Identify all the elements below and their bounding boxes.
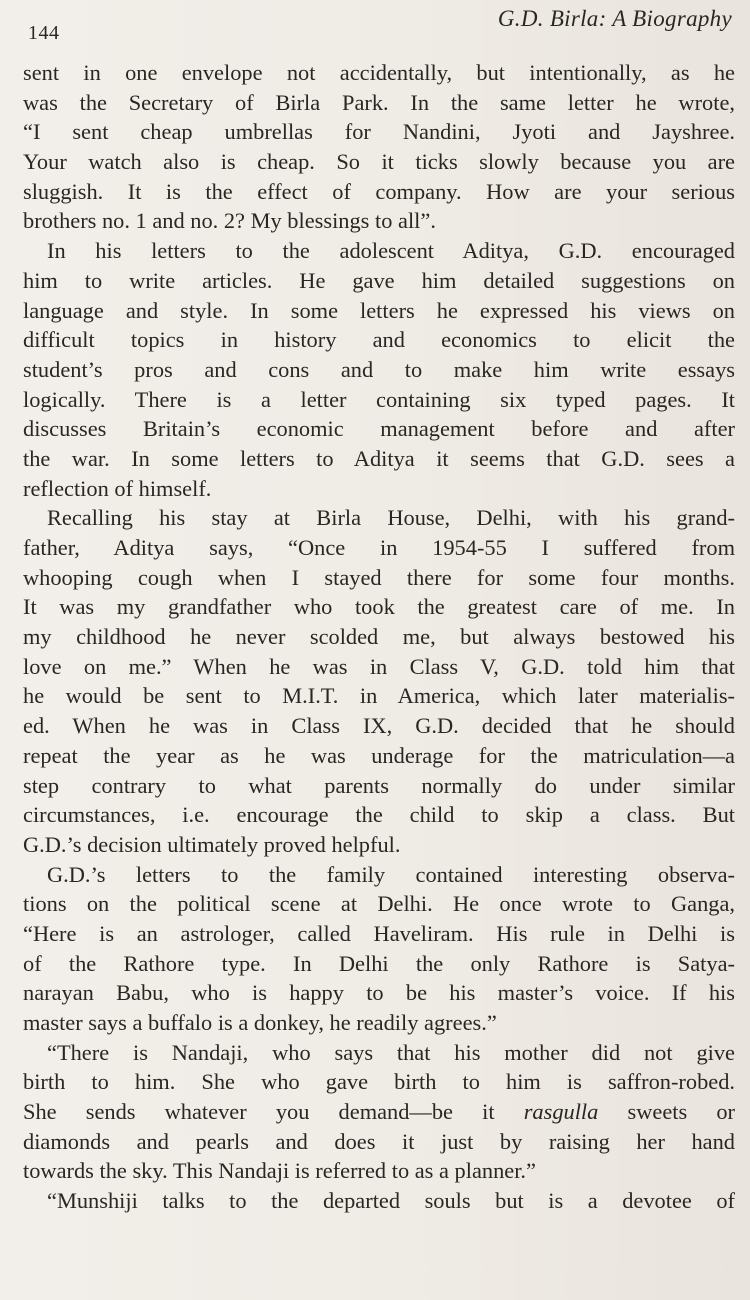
- text-line: the war. In some letters to Aditya it seems that G.D. sees a: [23, 445, 735, 471]
- italic-term: rasgulla: [523, 1099, 599, 1125]
- text-line: “Here is an astrologer, called Haveliram. His rule in Delhi is: [23, 920, 735, 946]
- text-line: diamonds and pearls and does it just by raising her hand: [23, 1128, 735, 1154]
- text-line: sent in one envelope not accidentally, but intentionally, as he: [23, 60, 735, 85]
- page-header: [22, 6, 732, 46]
- text-line: G.D.’s decision ultimately proved helpful.: [23, 831, 401, 857]
- body-text: [23, 58, 735, 1216]
- text-line: language and style. In some letters he expressed his views on: [23, 297, 735, 323]
- text-line: birth to him. She who gave birth to him is saffron-robed.: [23, 1069, 735, 1095]
- text-line: towards the sky. This Nandaji is referred to as a planner.”: [23, 1158, 536, 1184]
- text-line: Recalling his stay at Birla House, Delhi, with his grand-: [47, 505, 735, 531]
- text-line: student’s pros and cons and to make him write essays: [23, 356, 735, 382]
- text-segment: sweets or: [598, 1099, 735, 1125]
- text-segment: She sends whatever you demand—be it: [23, 1099, 524, 1125]
- text-line: It was my grandfather who took the greatest care of me. In: [23, 594, 735, 620]
- text-line: discusses Britain’s economic management before and after: [23, 416, 735, 442]
- text-line: him to write articles. He gave him detailed suggestions on: [23, 267, 735, 293]
- text-line: G.D.’s letters to the family contained interesting observa-: [47, 861, 735, 887]
- text-line: brothers no. 1 and no. 2? My blessings to all”.: [23, 208, 436, 234]
- text-line: In his letters to the adolescent Aditya, G.D. encouraged: [47, 238, 735, 264]
- text-line: “There is Nandaji, who says that his mother did not give: [47, 1039, 735, 1065]
- text-line: “I sent cheap umbrellas for Nandini, Jyoti and Jayshree.: [23, 119, 735, 145]
- text-line: was the Secretary of Birla Park. In the same letter he wrote,: [23, 89, 735, 115]
- text-line: circumstances, i.e. encourage the child to skip a class. But: [23, 802, 735, 828]
- text-line: “Munshiji talks to the departed souls but is a devotee of: [47, 1188, 735, 1214]
- text-line: reflection of himself.: [23, 475, 212, 501]
- text-line: difficult topics in history and economics to elicit the: [23, 327, 735, 353]
- text-line: narayan Babu, who is happy to be his master’s voice. If his: [23, 980, 735, 1006]
- text-line: ed. When he was in Class IX, G.D. decided that he should: [23, 713, 735, 739]
- text-line: love on me.” When he was in Class V, G.D. told him that: [23, 653, 735, 679]
- running-title: G.D. Birla: A Biography: [497, 6, 732, 31]
- text-line: logically. There is a letter containing six typed pages. It: [23, 386, 735, 412]
- text-line: sluggish. It is the effect of company. How are your serious: [23, 178, 735, 204]
- text-line: tions on the political scene at Delhi. He once wrote to Ganga,: [23, 891, 735, 917]
- text-line: he would be sent to M.I.T. in America, which later materialis-: [23, 683, 735, 709]
- text-line: Your watch also is cheap. So it ticks slowly because you are: [23, 149, 735, 175]
- text-line: father, Aditya says, “Once in 1954-55 I suffered from: [23, 535, 735, 560]
- text-line: [23, 1097, 735, 1127]
- text-line: step contrary to what parents normally do under similar: [23, 772, 735, 798]
- page-number: 144: [28, 22, 60, 44]
- text-line: repeat the year as he was underage for the matriculation—a: [23, 742, 735, 768]
- text-line: of the Rathore type. In Delhi the only Rathore is Satya-: [23, 950, 735, 976]
- text-line: master says a buffalo is a donkey, he readily agrees.”: [23, 1010, 497, 1035]
- text-line: my childhood he never scolded me, but always bestowed his: [23, 624, 735, 650]
- text-line: whooping cough when I stayed there for some four months.: [23, 564, 735, 590]
